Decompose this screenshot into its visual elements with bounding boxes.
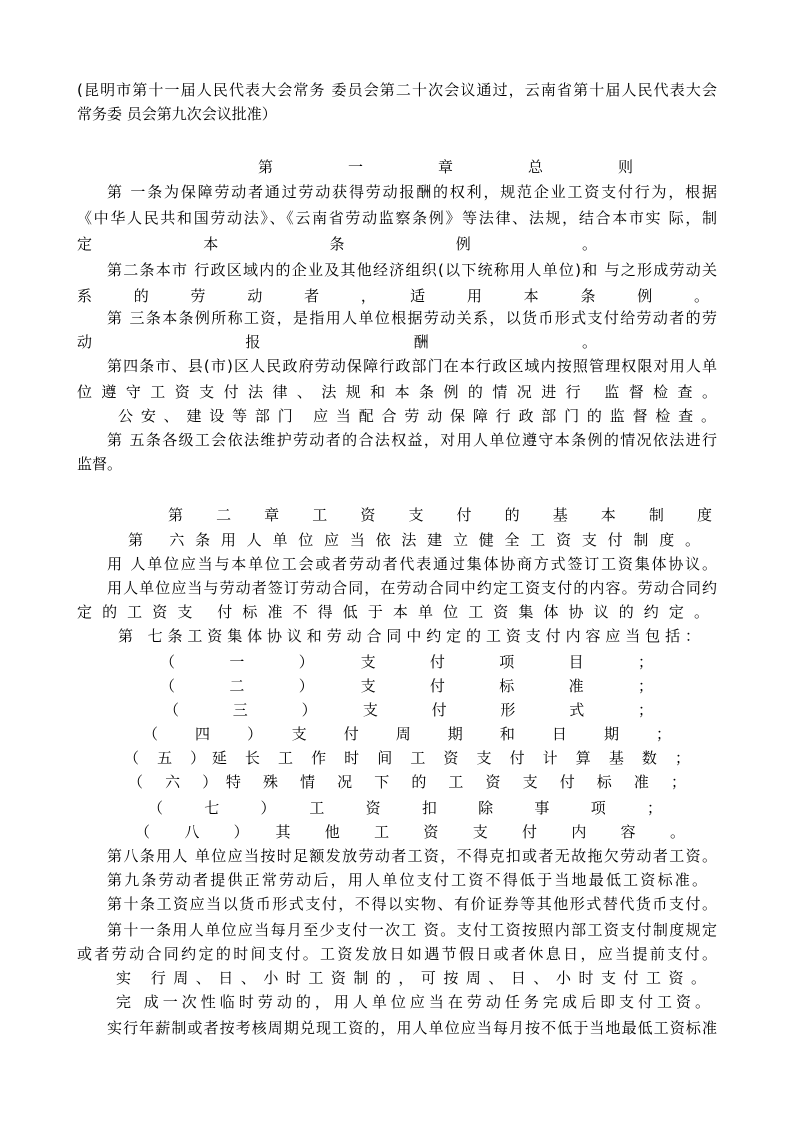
article-line: 第十条工资应当以货币形式支付，不得以实物、有价证券等其他形式替代货币支付。 (107, 895, 717, 913)
article-line: 第 一条为保障劳动者通过劳动获得劳动报酬的权利，规范企业工资支付行为，根据 (107, 183, 717, 201)
article-line: 第四条市、县(市)区人民政府劳动保障行政部门在本行政区域内按照管理权限对用人单 (107, 357, 717, 375)
article-line: 系 的 劳 动 者 ， 适 用 本 条 例 。 (77, 287, 709, 305)
list-item: （ 八 ） 其 他 工 资 支 付 内 容 。 (135, 823, 685, 841)
article-line: 第九条劳动者提供正常劳动后，用人单位支付工资不得低于当地最低工资标准。 (107, 871, 707, 889)
article-line: 第 六条用人单位应当依法建立健全工资支付制度。 (128, 531, 700, 549)
note-line-2: 常务委 员会第九次会议批准） (77, 105, 277, 123)
article-line: 第二条本市 行政区域内的企业及其他经济组织(以下统称用人单位)和 与之形成劳动关 (107, 261, 717, 279)
article-line: 用人单位应当与劳动者签订劳动合同，在劳动合同中约定工资支付的内容。劳动合同约 (107, 579, 717, 597)
article-line: 监督。 (77, 455, 123, 473)
list-item: （ 三 ） 支 付 形 式 ； (164, 701, 653, 719)
article-line: 第 五条各级工会依法维护劳动者的合法权益，对用人单位遵守本条例的情况依法进行 (107, 431, 717, 449)
list-item: （ 六 ）特 殊 情 况 下 的 工 资 支 付 标 准 ； (128, 773, 686, 791)
article-line: 位遵守工资支付法律、法规和本条例的情况进行 监督检查。 (77, 383, 717, 401)
article-line: 《中华人民共和国劳动法》、《云南省劳动监察条例》等法律、法规，结合本市实 际，制 (77, 209, 717, 227)
list-item: （ 七 ） 工 资 扣 除 事 项 ； (148, 799, 662, 817)
list-item: （ 二 ） 支 付 标 准 ； (160, 677, 653, 695)
article-line: 实 行周、日、小时工资制的，可按周、日、小时支付工资。 (116, 969, 706, 987)
article-line: 实行年薪制或者按考核周期兑现工资的，用人单位应当每月按不低于当地最低工资标准 (107, 1019, 717, 1037)
article-line: 第八条用人 单位应当按时足额发放劳动者工资，不得克扣或者无故拖欠劳动者工资。 (107, 847, 717, 865)
article-line: 第 三条本条例所称工资，是指用人单位根据劳动关系，以货币形式支付给劳动者的劳 (107, 309, 717, 327)
list-item: （ 一 ） 支 付 项 目 ； (160, 653, 653, 671)
article-line: 第十一条用人单位应当每月至少支付一次工 资。支付工资按照内部工资支付制度规定 (107, 921, 717, 939)
article-line: 第 七条工资集体协议和劳动合同中约定的工资支付内容应当包括： (118, 627, 700, 645)
note-line-1: (昆明市第十一届人民代表大会常务 委员会第二十次会议通过，云南省第十届人民代表大会 (77, 81, 717, 99)
list-item: （ 五 ）延 长 工 作 时 间 工 资 支 付 计 算 基 数 ； (124, 749, 690, 767)
article-line: 动 报 酬 。 (77, 333, 597, 351)
chapter-2-heading: 第 二 章 工 资 支 付 的 基 本 制 度 (168, 506, 712, 524)
article-line: 公安、建设等部门 应当配合劳动保障行政部门的监督检查。 (118, 407, 716, 425)
article-line: 或者劳动合同约定的时间支付。工资发放日如遇节假日或者休息日，应当提前支付。 (77, 945, 717, 963)
list-item: （ 四 ） 支 付 周 期 和 日 期 ； (143, 725, 671, 743)
article-line: 用 人单位应当与本单位工会或者劳动者代表通过集体协商方式签订工资集体协议。 (107, 555, 717, 573)
article-line: 定 本 条 例 。 (77, 235, 597, 253)
chapter-1-heading: 第 一 章 总 则 (258, 158, 633, 176)
article-line: 定的工资支 付标准不得低于本单位工资集体协议的约定。 (77, 603, 709, 621)
article-line: 完 成一次性临时劳动的，用人单位应当在劳动任务完成后即支付工资。 (116, 993, 710, 1011)
